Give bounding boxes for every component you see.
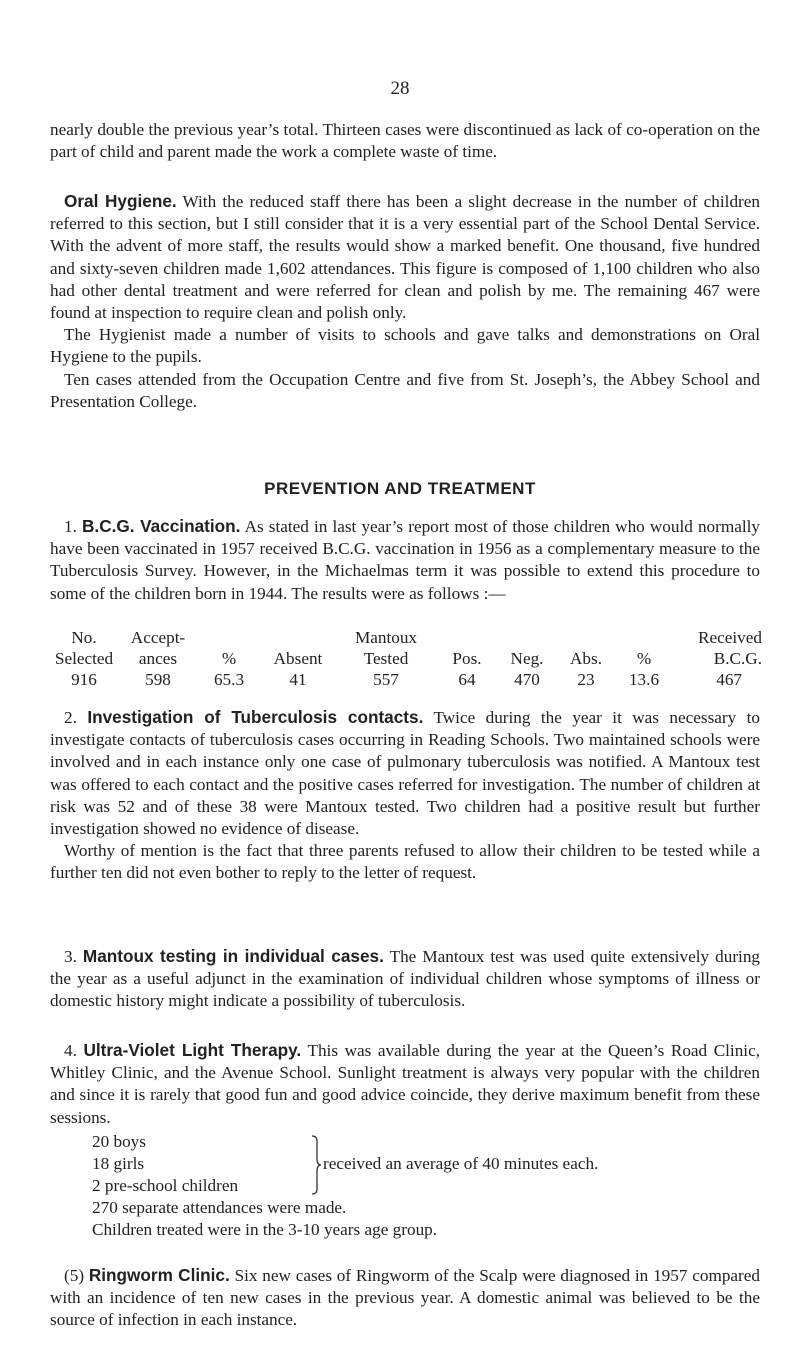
ringworm-number: (5) (64, 1266, 85, 1285)
tb-section (50, 706, 760, 885)
table-cell: 467 (716, 670, 742, 689)
table-header-cell: ances (138, 649, 178, 668)
table-cell: 598 (145, 670, 171, 689)
table-header-cell (616, 627, 672, 648)
table-header-cell: Selected (54, 649, 114, 668)
oral-hygiene-text: With the reduced staff there has been a slight decrease in the number of children referred to this section, but I still consider that it is a very essential part of the School Dental Service. With the advent of more staff, the results would show a marked benefit. One thousand, five hundred and sixty-seven children made 1,602 attendances. This figure is composed of 1,100 children who also had other dental treatment and were referred for clean and polish by me. The remaining 467 were found at inspection to require clean and polish only. (50, 192, 760, 323)
uv-list-item: 18 girls (92, 1154, 145, 1173)
table-header-cell: Accept- (130, 628, 186, 647)
table-header-cell: No. (71, 628, 97, 647)
uv-summary (92, 1131, 760, 1241)
table-cell: 41 (289, 670, 307, 689)
tb-p2: Worthy of mention is the fact that three parents refused to allow their children to be tested while a further ten did not even bother to reply to the letter of request. (50, 841, 760, 883)
table-cell: 65.3 (213, 670, 245, 689)
uv-paragraph (50, 1039, 760, 1129)
table-cell: 64 (458, 670, 476, 689)
uv-heading: Ultra-Violet Light Therapy. (83, 1040, 302, 1060)
ringworm-heading: Ringworm Clinic. (88, 1265, 230, 1285)
table-header-cell: Mantoux (354, 628, 418, 647)
mantoux-paragraph (50, 945, 760, 1013)
intro-paragraph: nearly double the previous year’s total. Thirteen cases were discontinued as lack of co-operation on the part of child and parent made the work a complete waste of time. (50, 120, 760, 162)
bcg-paragraph (50, 515, 760, 605)
uv-attendances: 270 separate attendances were made. (92, 1198, 347, 1217)
table-header-cell: Absent (273, 649, 323, 668)
table-header-cell: B.C.G. (713, 649, 762, 668)
ringworm-paragraph (50, 1264, 760, 1332)
uv-list-item: 20 boys (92, 1132, 146, 1151)
table-cell: 557 (373, 670, 399, 689)
mantoux-heading: Mantoux testing in individual cases. (82, 946, 384, 966)
table-header-row-2 (50, 648, 762, 669)
bcg-text: As stated in last year’s report most of those children who would normally have been vaccinated in 1957 received B.C.G. vaccination in 1956 as a complementary measure to the Tuberculosis Survey. However, in the Michaelmas term it was possible to extend this procedure to some of the children born in 1944. The results were as follows :— (50, 517, 760, 603)
uv-brace-text: received an average of 40 minutes each. (323, 1154, 599, 1173)
bcg-heading: B.C.G. Vaccination. (82, 516, 241, 536)
table-header-cell (260, 627, 336, 648)
oral-hygiene-section (50, 190, 760, 413)
table-header-cell: Abs. (570, 649, 602, 668)
tb-number: 2. (64, 708, 77, 727)
table-header-cell: % (221, 649, 237, 668)
table-header-cell (498, 627, 556, 648)
section-title: PREVENTION AND TREATMENT (264, 479, 536, 498)
bcg-number: 1. (64, 517, 77, 536)
bcg-results-table (50, 627, 762, 690)
table-cell: 23 (577, 670, 595, 689)
table-row (50, 669, 762, 690)
oral-hygiene-p1 (50, 190, 760, 324)
table-cell: 470 (514, 670, 540, 689)
ringworm-text: Six new cases of Ringworm of the Scalp were diagnosed in 1957 compared with an incidence of ten new cases in the previous year. A domestic animal was believed to be the source of infection in each instance. (50, 1266, 761, 1330)
table-header-cell: Received (698, 628, 762, 647)
mantoux-text: The Mantoux test was used quite extensively during the year as a useful adjunct in the examination of individual children whose symptoms of illness or domestic history might indicate a possibility of tuberculosis. (50, 947, 761, 1011)
tb-p1 (50, 706, 760, 840)
table-header-cell (198, 627, 260, 648)
brace-icon (310, 1133, 322, 1197)
tb-text: Twice during the year it was necessary to investigate contacts of tuberculosis cases occurring in Reading Schools. Two maintained schools were involved and in each instance only one case of pulmonary tuberculosis was notified. A Mantoux test was offered to each contact and the positive cases referred for investigation. The number of children at risk was 52 and of these 38 were Mantoux tested. Two children had a positive result but further investigation showed no evidence of disease. (50, 708, 760, 839)
tb-heading: Investigation of Tuberculosis contacts. (87, 707, 424, 727)
table-header-cell (436, 627, 498, 648)
table-header-cell (556, 627, 616, 648)
table-header-row-1 (50, 627, 762, 648)
table-cell: 13.6 (628, 670, 660, 689)
oral-hygiene-p3: Ten cases attended from the Occupation Centre and five from St. Joseph’s, the Abbey School and Presentation College. (50, 369, 760, 411)
table-header-cell: % (636, 649, 652, 668)
table-cell: 916 (71, 670, 97, 689)
oral-hygiene-heading: Oral Hygiene. (64, 191, 177, 211)
table-header-cell: Pos. (452, 649, 482, 668)
mantoux-number: 3. (64, 947, 77, 966)
uv-number: 4. (64, 1041, 77, 1060)
table-header-cell: Tested (363, 649, 409, 668)
oral-hygiene-p2: The Hygienist made a number of visits to schools and gave talks and demonstrations on Oral Hygiene to the pupils. (50, 325, 760, 367)
page-number: 28 (390, 78, 410, 99)
table-header-cell: Neg. (510, 649, 544, 668)
uv-text: This was available during the year at the Queen’s Road Clinic, Whitley Clinic, and the Avenue School. Sunlight treatment is always very popular with the children and since it is rarely that good fun and good advice coincide, they derive maximum benefit from these sessions. (50, 1041, 760, 1127)
uv-age-group: Children treated were in the 3-10 years age group. (92, 1220, 438, 1239)
uv-list-item: 2 pre-school children (92, 1176, 239, 1195)
